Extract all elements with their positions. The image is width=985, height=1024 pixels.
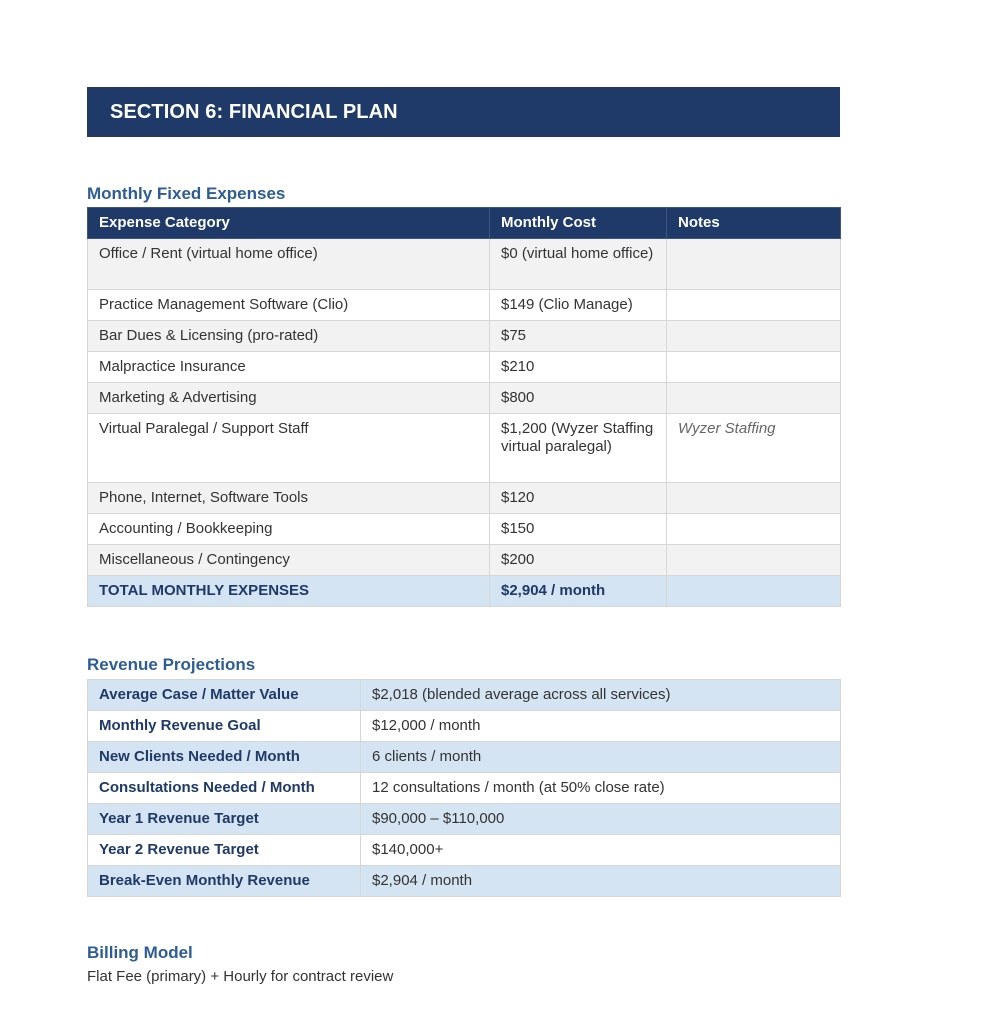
revenue-value: $12,000 / month	[361, 711, 841, 742]
expense-cost: $0 (virtual home office)	[490, 239, 667, 290]
expense-category: Accounting / Bookkeeping	[88, 514, 490, 545]
table-row	[88, 414, 841, 483]
revenue-label: Year 1 Revenue Target	[88, 804, 361, 835]
table-row	[88, 804, 841, 835]
table-header-row	[88, 208, 841, 239]
revenue-value: $2,904 / month	[361, 866, 841, 897]
expense-cost: $75	[490, 321, 667, 352]
expense-cost: $200	[490, 545, 667, 576]
expense-notes	[667, 352, 841, 383]
revenue-value: $90,000 – $110,000	[361, 804, 841, 835]
expense-notes	[667, 321, 841, 352]
revenue-value: 12 consultations / month (at 50% close rate)	[361, 773, 841, 804]
column-header: Monthly Cost	[490, 208, 667, 239]
revenue-value: $2,018 (blended average across all services)	[361, 680, 841, 711]
expenses-heading: Monthly Fixed Expenses	[87, 184, 286, 203]
total-row	[88, 576, 841, 607]
expense-category: Miscellaneous / Contingency	[88, 545, 490, 576]
billing-heading: Billing Model	[87, 943, 193, 962]
table-row	[88, 352, 841, 383]
expense-category: Phone, Internet, Software Tools	[88, 483, 490, 514]
table-row	[88, 383, 841, 414]
revenue-label: Year 2 Revenue Target	[88, 835, 361, 866]
total-label: TOTAL MONTHLY EXPENSES	[88, 576, 490, 607]
expense-notes	[667, 383, 841, 414]
total-cost: $2,904 / month	[490, 576, 667, 607]
expense-category: Malpractice Insurance	[88, 352, 490, 383]
expense-cost: $120	[490, 483, 667, 514]
expense-notes	[667, 483, 841, 514]
expense-cost: $1,200 (Wyzer Staffing virtual paralegal)	[490, 414, 667, 483]
section-title: SECTION 6: FINANCIAL PLAN	[87, 87, 840, 137]
table-row	[88, 239, 841, 290]
table-row	[88, 483, 841, 514]
column-header: Notes	[667, 208, 841, 239]
revenue-label: Break-Even Monthly Revenue	[88, 866, 361, 897]
revenue-value: 6 clients / month	[361, 742, 841, 773]
expense-category: Office / Rent (virtual home office)	[88, 239, 490, 290]
expense-cost: $800	[490, 383, 667, 414]
table-row	[88, 835, 841, 866]
table-row	[88, 545, 841, 576]
expense-notes	[667, 290, 841, 321]
document-page	[87, 87, 840, 985]
expenses-table	[87, 207, 841, 607]
revenue-table	[87, 679, 841, 897]
expense-category: Marketing & Advertising	[88, 383, 490, 414]
table-row	[88, 290, 841, 321]
expense-cost: $149 (Clio Manage)	[490, 290, 667, 321]
revenue-label: New Clients Needed / Month	[88, 742, 361, 773]
expense-notes	[667, 514, 841, 545]
revenue-label: Average Case / Matter Value	[88, 680, 361, 711]
expense-notes	[667, 239, 841, 290]
expense-cost: $210	[490, 352, 667, 383]
billing-description: Flat Fee (primary) + Hourly for contract review	[87, 968, 394, 985]
table-row	[88, 742, 841, 773]
expense-notes	[667, 545, 841, 576]
revenue-value: $140,000+	[361, 835, 841, 866]
expense-cost: $150	[490, 514, 667, 545]
expense-category: Bar Dues & Licensing (pro-rated)	[88, 321, 490, 352]
expense-category: Virtual Paralegal / Support Staff	[88, 414, 490, 483]
total-notes	[667, 576, 841, 607]
table-row	[88, 773, 841, 804]
revenue-label: Consultations Needed / Month	[88, 773, 361, 804]
table-row	[88, 514, 841, 545]
revenue-heading: Revenue Projections	[87, 655, 256, 674]
table-row	[88, 680, 841, 711]
table-row	[88, 711, 841, 742]
table-row	[88, 866, 841, 897]
expense-category: Practice Management Software (Clio)	[88, 290, 490, 321]
expense-notes: Wyzer Staffing	[667, 414, 841, 483]
table-row	[88, 321, 841, 352]
column-header: Expense Category	[88, 208, 490, 239]
revenue-label: Monthly Revenue Goal	[88, 711, 361, 742]
